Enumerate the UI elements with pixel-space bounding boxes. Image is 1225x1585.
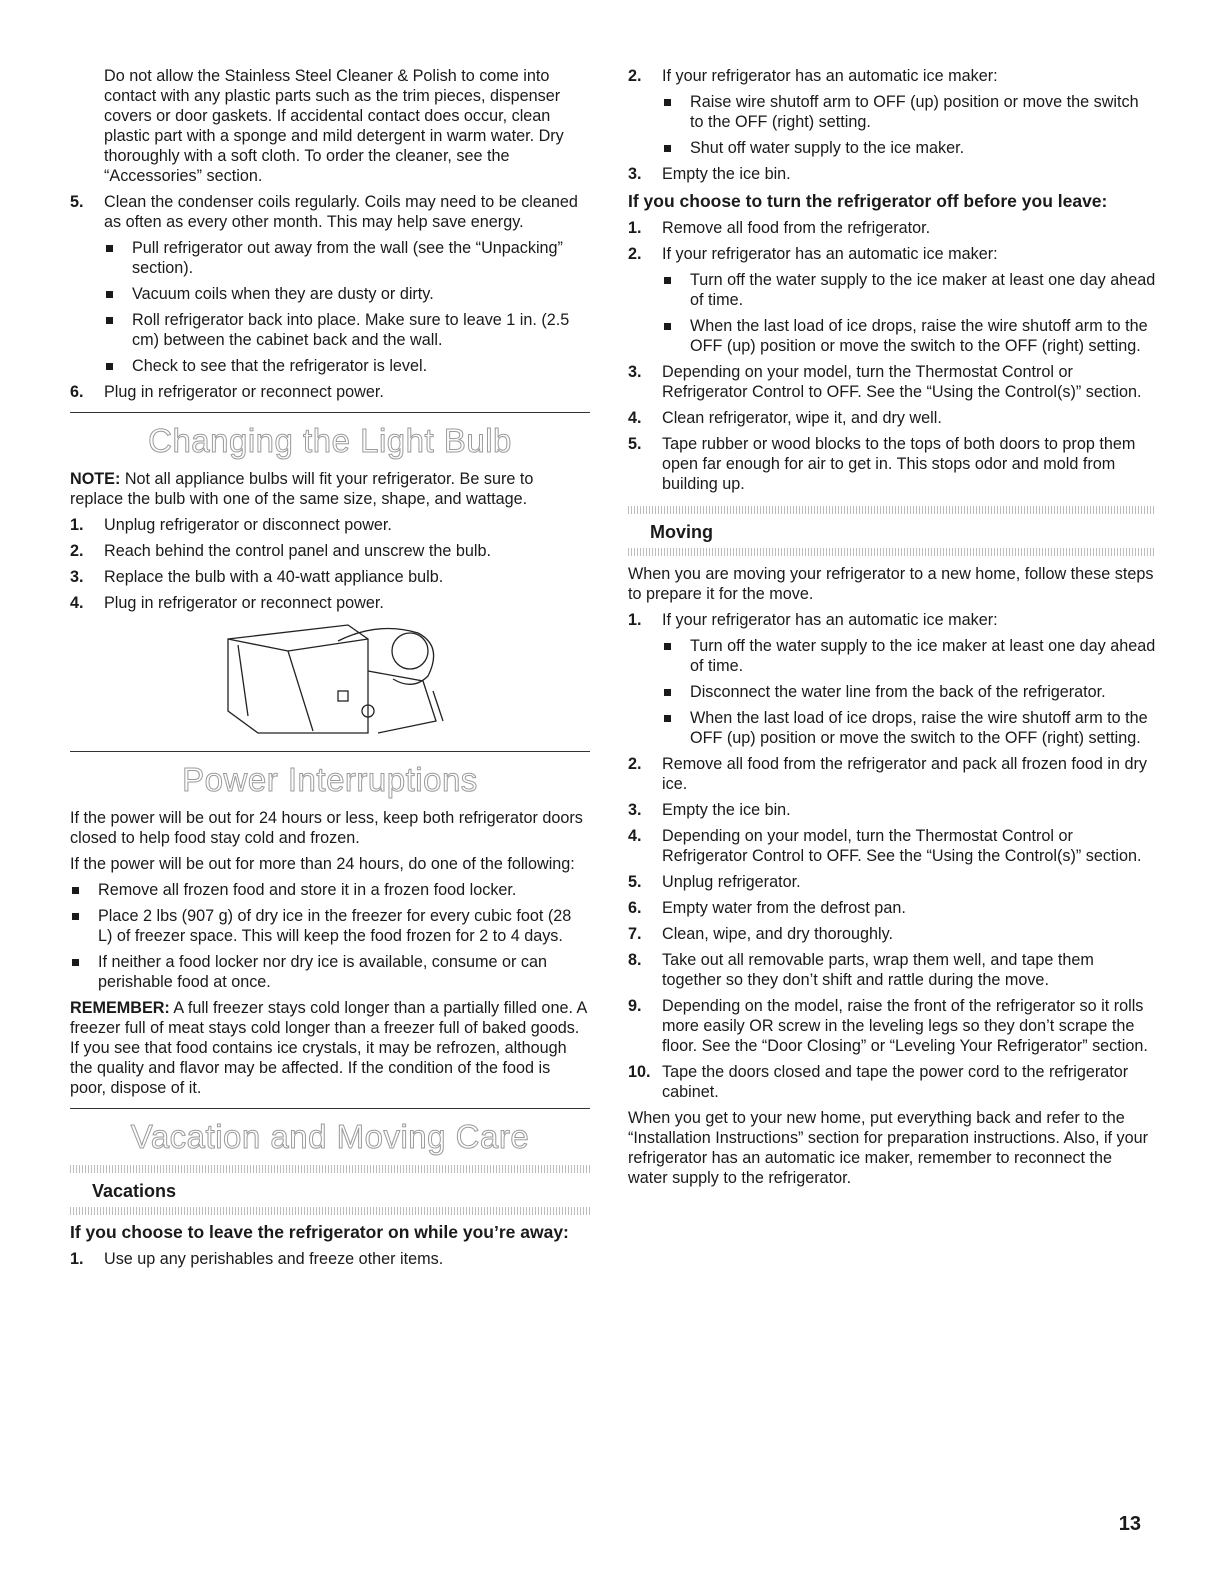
bullet-icon (664, 277, 671, 284)
step-text: Plug in refrigerator or reconnect power. (104, 594, 384, 612)
subsection-bar (628, 506, 1156, 514)
bullet-text: Check to see that the refrigerator is level. (132, 357, 428, 375)
list-item (70, 515, 590, 535)
step-text: Clean the condenser coils regularly. Coils may need to be cleaned as often as every other month. This may help save energy. (104, 193, 578, 231)
bullet-icon (664, 643, 671, 650)
bullet-text: Turn off the water supply to the ice maker at least one day ahead of time. (690, 271, 1156, 309)
step-text: Empty the ice bin. (662, 165, 791, 183)
step-number: 5. (628, 435, 642, 453)
section-title-power: Power Interruptions (182, 761, 478, 798)
subsection-bar (70, 1207, 590, 1215)
section-divider (70, 412, 590, 413)
list-item (70, 593, 590, 613)
step-number: 4. (628, 409, 642, 427)
bullet-text: Turn off the water supply to the ice maker at least one day ahead of time. (690, 637, 1156, 675)
subsection-title-vacations: Vacations (92, 1181, 177, 1201)
stainless-cleaner-warning: Do not allow the Stainless Steel Cleaner & Polish to come into contact with any plastic parts such as the trim pieces, dispenser covers or door gaskets. If accidental contact does occur, clean plastic part with a sponge and mild detergent in warm water. Dry thoroughly with a soft cloth. To order the cleaner, see the “Accessories” section. (104, 67, 564, 185)
step-text: Depending on the model, raise the front of the refrigerator so it rolls more easily OR screw in the leveling legs so they don’t scrape the floor. See the “Door Closing” or “Leveling Your Refrigerator” section. (662, 997, 1148, 1055)
step-number: 2. (628, 67, 642, 85)
list-item (628, 218, 1156, 238)
bullet-item (70, 284, 590, 304)
bullet-item (70, 238, 590, 278)
step-text: If your refrigerator has an automatic ice maker: (662, 67, 998, 85)
bullet-item (70, 356, 590, 376)
bullet-text: Disconnect the water line from the back of the refrigerator. (690, 683, 1106, 701)
list-item (628, 872, 1156, 892)
list-item (628, 244, 1156, 264)
step-text: Reach behind the control panel and unscrew the bulb. (104, 542, 491, 560)
step-text: Clean refrigerator, wipe it, and dry well. (662, 409, 942, 427)
list-item (70, 541, 590, 561)
turn-off-heading: If you choose to turn the refrigerator off before you leave: (628, 191, 1108, 211)
list-item (628, 950, 1156, 990)
left-column (70, 66, 590, 1275)
step-number: 5. (628, 873, 642, 891)
step-number: 9. (628, 997, 642, 1015)
bullet-icon (72, 913, 79, 920)
list-item (628, 164, 1156, 184)
power-paragraph: If the power will be out for 24 hours or less, keep both refrigerator doors closed to help food stay cold and frozen. (70, 809, 583, 847)
bullet-icon (664, 99, 671, 106)
subsection-title-moving: Moving (650, 522, 713, 542)
section-title-vacation: Vacation and Moving Care (130, 1118, 530, 1155)
step-text: Plug in refrigerator or reconnect power. (104, 383, 384, 401)
bullet-text: Pull refrigerator out away from the wall (see the “Unpacking” section). (132, 239, 563, 277)
section-title-light-bulb: Changing the Light Bulb (148, 422, 512, 459)
step-number: 3. (628, 165, 642, 183)
step-number: 3. (628, 801, 642, 819)
bullet-text: When the last load of ice drops, raise the wire shutoff arm to the OFF (up) position or move the switch to the OFF (right) setting. (690, 317, 1148, 355)
step-text: Clean, wipe, and dry thoroughly. (662, 925, 893, 943)
bullet-item (628, 682, 1156, 702)
bullet-icon (664, 715, 671, 722)
list-item (628, 996, 1156, 1056)
list-item (628, 924, 1156, 944)
step-number: 2. (628, 755, 642, 773)
step-text: Replace the bulb with a 40-watt appliance bulb. (104, 568, 444, 586)
bullet-text: If neither a food locker nor dry ice is available, consume or can perishable food at once. (98, 953, 547, 991)
light-bulb-illustration (218, 621, 448, 741)
bullet-icon (106, 363, 113, 370)
step-text: Tape rubber or wood blocks to the tops of both doors to prop them open far enough for air to get in. This stops odor and mold from building up. (662, 435, 1136, 493)
bullet-text: Vacuum coils when they are dusty or dirty. (132, 285, 434, 303)
bullet-text: Shut off water supply to the ice maker. (690, 139, 965, 157)
bullet-text: Remove all frozen food and store it in a frozen food locker. (98, 881, 517, 899)
step-number: 2. (70, 542, 84, 560)
step-number: 2. (628, 245, 642, 263)
remember-note (70, 998, 590, 1098)
step-number: 5. (70, 193, 84, 211)
step-number: 1. (70, 1250, 84, 1268)
step-text: Take out all removable parts, wrap them well, and tape them together so they don’t shift and rattle during the move. (662, 951, 1094, 989)
bullet-text: Place 2 lbs (907 g) of dry ice in the freezer for every cubic foot (28 L) of freezer space. This will keep the food frozen for 2 to 4 days. (98, 907, 572, 945)
list-item (628, 800, 1156, 820)
right-column (628, 66, 1156, 1194)
step-text: Use up any perishables and freeze other items. (104, 1250, 444, 1268)
bullet-icon (106, 245, 113, 252)
section-divider (70, 1108, 590, 1109)
list-item (628, 362, 1156, 402)
step-text: Unplug refrigerator. (662, 873, 801, 891)
bullet-text: Roll refrigerator back into place. Make sure to leave 1 in. (2.5 cm) between the cabinet back and the wall. (132, 311, 570, 349)
bullet-item (70, 906, 590, 946)
moving-intro: When you are moving your refrigerator to a new home, follow these steps to prepare it for the move. (628, 565, 1154, 603)
bullet-item (628, 92, 1156, 132)
section-divider (70, 751, 590, 752)
step-text: Remove all food from the refrigerator and pack all frozen food in dry ice. (662, 755, 1147, 793)
list-item (70, 1249, 590, 1269)
power-paragraph: If the power will be out for more than 24 hours, do one of the following: (70, 855, 575, 873)
bullet-icon (106, 317, 113, 324)
bullet-icon (72, 887, 79, 894)
step-text: If your refrigerator has an automatic ice maker: (662, 611, 998, 629)
bullet-item (628, 138, 1156, 158)
bullet-item (628, 270, 1156, 310)
step-number: 1. (628, 611, 642, 629)
subsection-bar (628, 548, 1156, 556)
subsection-bar (70, 1165, 590, 1173)
step-text: Depending on your model, turn the Thermostat Control or Refrigerator Control to OFF. See the “Using the Control(s)” section. (662, 363, 1142, 401)
step-number: 6. (70, 383, 84, 401)
step-text: Depending on your model, turn the Thermostat Control or Refrigerator Control to OFF. See the “Using the Control(s)” section. (662, 827, 1142, 865)
list-item (628, 408, 1156, 428)
step-number: 3. (628, 363, 642, 381)
step-number: 6. (628, 899, 642, 917)
list-item (628, 898, 1156, 918)
list-item (628, 754, 1156, 794)
step-text: Unplug refrigerator or disconnect power. (104, 516, 392, 534)
bullet-item (628, 708, 1156, 748)
step-text: If your refrigerator has an automatic ice maker: (662, 245, 998, 263)
bullet-item (628, 316, 1156, 356)
step-number: 8. (628, 951, 642, 969)
list-item (70, 382, 590, 402)
bullet-text: Raise wire shutoff arm to OFF (up) position or move the switch to the OFF (right) setting. (690, 93, 1139, 131)
bullet-icon (72, 959, 79, 966)
bullet-item (70, 952, 590, 992)
note-label: NOTE: (70, 470, 121, 488)
bullet-item (70, 880, 590, 900)
step-number: 3. (70, 568, 84, 586)
step-number: 4. (628, 827, 642, 845)
step-text: Remove all food from the refrigerator. (662, 219, 931, 237)
bullet-item (628, 636, 1156, 676)
bullet-icon (664, 145, 671, 152)
leave-on-heading: If you choose to leave the refrigerator on while you’re away: (70, 1222, 569, 1242)
step-number: 4. (70, 594, 84, 612)
step-text: Empty water from the defrost pan. (662, 899, 906, 917)
list-item (628, 610, 1156, 630)
bullet-text: When the last load of ice drops, raise the wire shutoff arm to the OFF (up) position or move the switch to the OFF (right) setting. (690, 709, 1148, 747)
bullet-icon (664, 689, 671, 696)
note-text: Not all appliance bulbs will fit your refrigerator. Be sure to replace the bulb with one of the same size, shape, and wattage. (70, 470, 534, 508)
list-item (628, 434, 1156, 494)
remember-label: REMEMBER: (70, 999, 170, 1017)
bulb-note (70, 469, 590, 509)
remember-text: A full freezer stays cold longer than a partially filled one. A freezer full of meat stays cold longer than a freezer full of baked goods. If you see that food contains ice crystals, it may be refrozen, although the quality and flavor may be affected. If the condition of the food is poor, dispose of it. (70, 999, 587, 1097)
step-number: 1. (70, 516, 84, 534)
step-number: 7. (628, 925, 642, 943)
list-item (628, 826, 1156, 866)
list-item (70, 192, 590, 232)
list-item (628, 66, 1156, 86)
step-number: 10. (628, 1063, 651, 1081)
bullet-item (70, 310, 590, 350)
bullet-icon (106, 291, 113, 298)
bullet-icon (664, 323, 671, 330)
page-number: 13 (1118, 1513, 1141, 1535)
moving-closing: When you get to your new home, put everything back and refer to the “Installation Instructions” section for preparation instructions. Also, if your refrigerator has an automatic ice maker, remember to reconnect the water supply to the refrigerator. (628, 1109, 1149, 1187)
list-item (70, 567, 590, 587)
step-text: Empty the ice bin. (662, 801, 791, 819)
step-text: Tape the doors closed and tape the power cord to the refrigerator cabinet. (662, 1063, 1129, 1101)
step-number: 1. (628, 219, 642, 237)
list-item (628, 1062, 1156, 1102)
